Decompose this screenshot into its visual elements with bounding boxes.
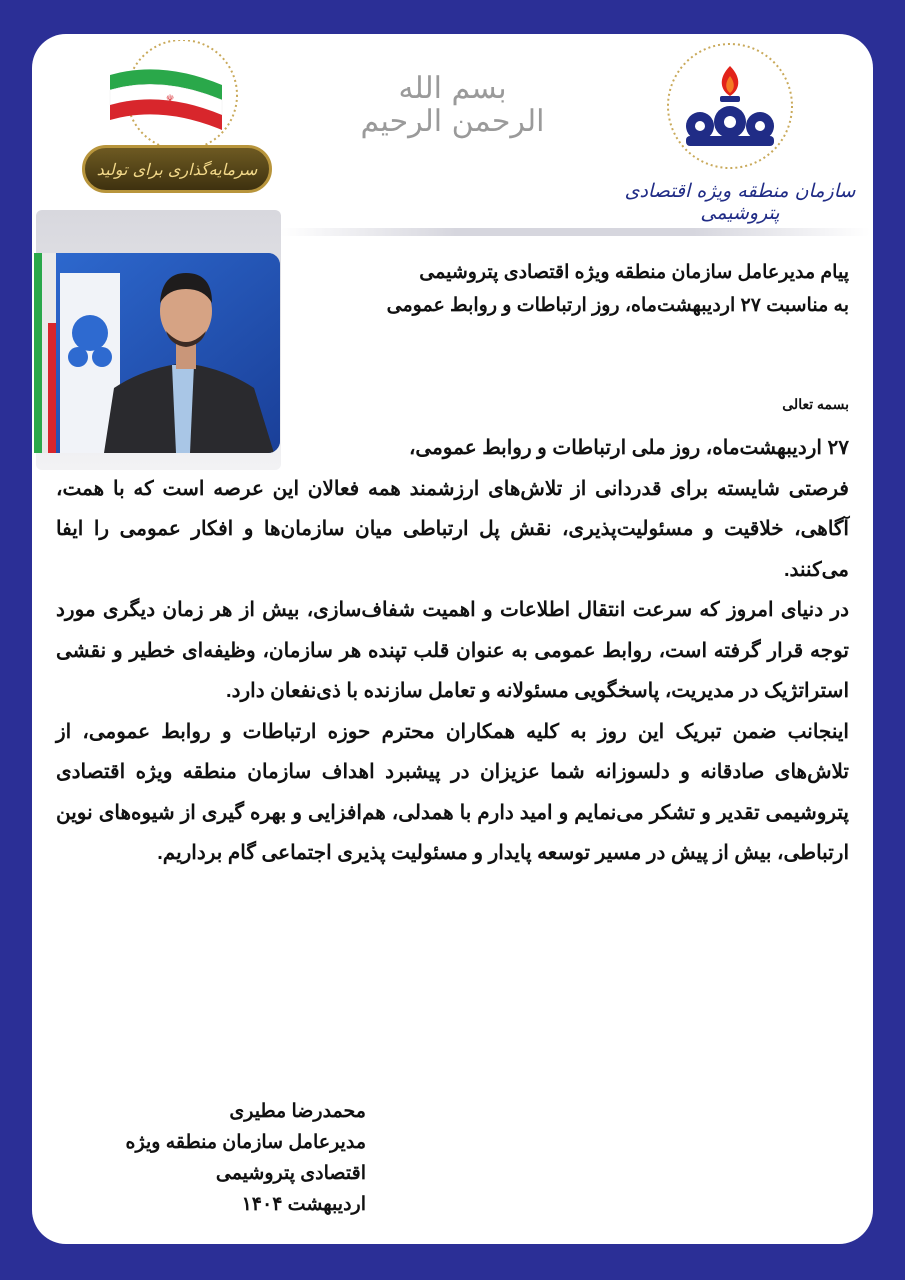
bismillah-calligraphy: بسم الله الرحمن الرحیم: [360, 71, 545, 139]
salutation: بسمه تعالی: [782, 396, 849, 412]
slogan-badge: [82, 40, 272, 210]
message-body: [56, 428, 849, 874]
petrochemical-logo-icon: [620, 38, 860, 178]
org-logo: [620, 38, 860, 224]
title-line-1: پیام مدیرعامل سازمان منطقه ویژه اقتصادی پتروشیمی: [419, 262, 849, 283]
title-line-2: به مناسبت ۲۷ اردیبهشت‌ماه، روز ارتباطات و روابط عمومی: [386, 295, 849, 316]
iran-flag-icon: [82, 40, 272, 150]
svg-text:☫: ☫: [166, 94, 175, 104]
paragraph-1-lead: ۲۷ اردیبهشت‌ماه، روز ملی ارتباطات و روابط عمومی،: [408, 437, 849, 459]
message-title: [289, 256, 849, 322]
signer-name: محمدرضا مطیری: [229, 1101, 366, 1122]
paragraph-1: فرصتی شایسته برای قدردانی از تلاش‌های ارزشمند همه فعالان این عرصه است که با همت، آگاهی، خلاقیت و مسئولیت‌پذیری، نقش پل ارتباطی میان سازمان‌ها و افکار عمومی را ایفا می‌کنند.: [56, 477, 849, 581]
paragraph-2: در دنیای امروز که سرعت انتقال اطلاعات و اهمیت شفاف‌سازی، بیش از هر زمان دیگری مورد توجه قرار گرفته است، روابط عمومی به عنوان قلب تپنده هر سازمان، وظیفه‌ای خطیر و نقشی استراتژیک در مدیریت، پاسخگویی مسئولانه و تعامل سازنده با ذی‌نفعان دارد.: [56, 599, 849, 702]
org-logo-name: سازمان منطقه ویژه اقتصادی پتروشیمی: [624, 180, 856, 224]
header-divider: [280, 228, 870, 236]
signature-block: [56, 1096, 366, 1220]
signature-date: اردیبهشت ۱۴۰۴: [241, 1194, 366, 1215]
portrait-photo-icon: [34, 253, 280, 453]
slogan-label: سرمایه‌گذاری برای تولید: [82, 145, 272, 193]
paragraph-3: اینجانب ضمن تبریک این روز به کلیه همکاران محترم حوزه ارتباطات و روابط عمومی، از تلاش‌های صادقانه و دلسوزانه شما عزیزان در پیشبرد اهداف سازمان منطقه ویژه اقتصادی پتروشیمی تقدیر و تشکر می‌نمایم و امید دارم با همدلی، هم‌افزایی و بهره گیری از شیوه‌های نوین ارتباطی، بیش از پیش در مسیر توسعه پایدار و مسئولیت پذیری اجتماعی گام برداریم.: [56, 720, 849, 864]
ceo-portrait: [34, 253, 280, 453]
signer-position: مدیرعامل سازمان منطقه ویژه اقتصادی پتروشیمی: [125, 1132, 366, 1184]
